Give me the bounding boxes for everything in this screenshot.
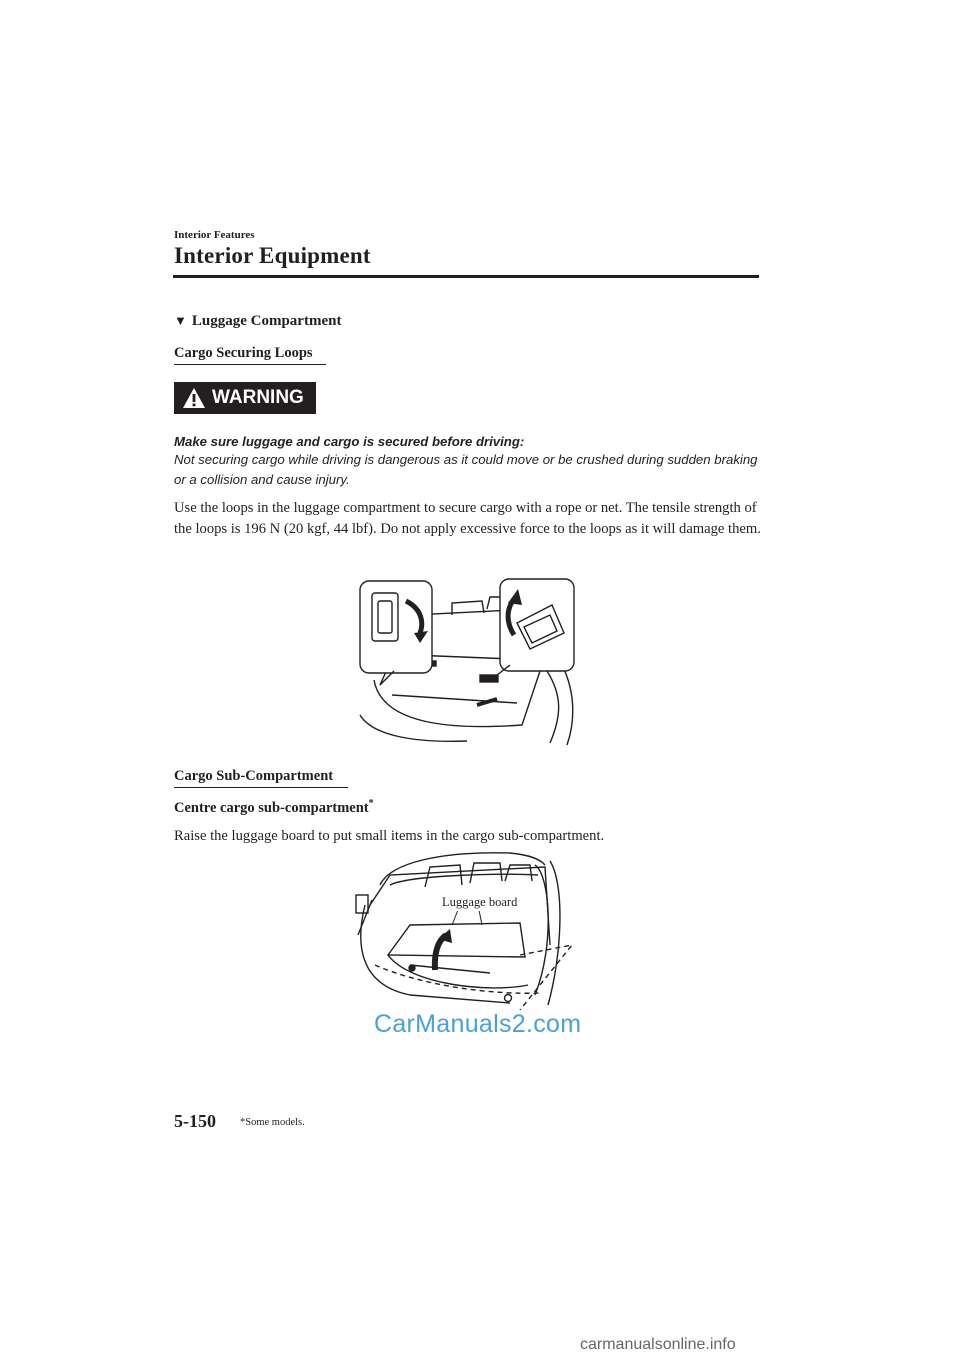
footer-site-name: carmanualsonline.info bbox=[580, 1336, 736, 1353]
loops-description: Use the loops in the luggage compartment to secure cargo with a rope or net. The tensile strength of the loops is 196 N (20 kgf, 44 lbf). Do not apply excessive force to the loops as it will damage them. bbox=[174, 500, 761, 537]
triangle-down-icon: ▼ bbox=[174, 313, 187, 328]
luggage-board-figure bbox=[350, 845, 576, 1010]
heading-underline bbox=[174, 787, 348, 788]
cargo-loops-heading: Cargo Securing Loops bbox=[174, 345, 313, 362]
warning-body: Not securing cargo while driving is dangerous as it could move or be crushed during sudden braking or a collision and cause injury. bbox=[174, 452, 758, 487]
sub-compartment-heading: Cargo Sub-Compartment bbox=[174, 768, 333, 785]
luggage-board-label: Luggage board bbox=[442, 895, 518, 909]
footnote: *Some models. bbox=[240, 1117, 305, 1128]
chapter-title: Interior Equipment bbox=[174, 243, 371, 268]
warning-title: Make sure luggage and cargo is secured before driving: bbox=[174, 434, 525, 449]
watermark: CarManuals2.com bbox=[374, 1010, 582, 1038]
sub-compartment-description: Raise the luggage board to put small items in the cargo sub-compartment. bbox=[174, 828, 605, 844]
warning-icon bbox=[182, 387, 206, 409]
section-label: Interior Features bbox=[174, 229, 255, 241]
heading-underline bbox=[174, 364, 326, 365]
centre-sub-compartment-heading: Centre cargo sub-compartment* bbox=[174, 798, 374, 816]
warning-badge: WARNING bbox=[174, 382, 316, 414]
page-number: 5-150 bbox=[174, 1111, 216, 1131]
cargo-loops-figure bbox=[352, 575, 582, 747]
luggage-compartment-heading: ▼ Luggage Compartment bbox=[174, 313, 342, 329]
header-rule bbox=[173, 275, 759, 278]
